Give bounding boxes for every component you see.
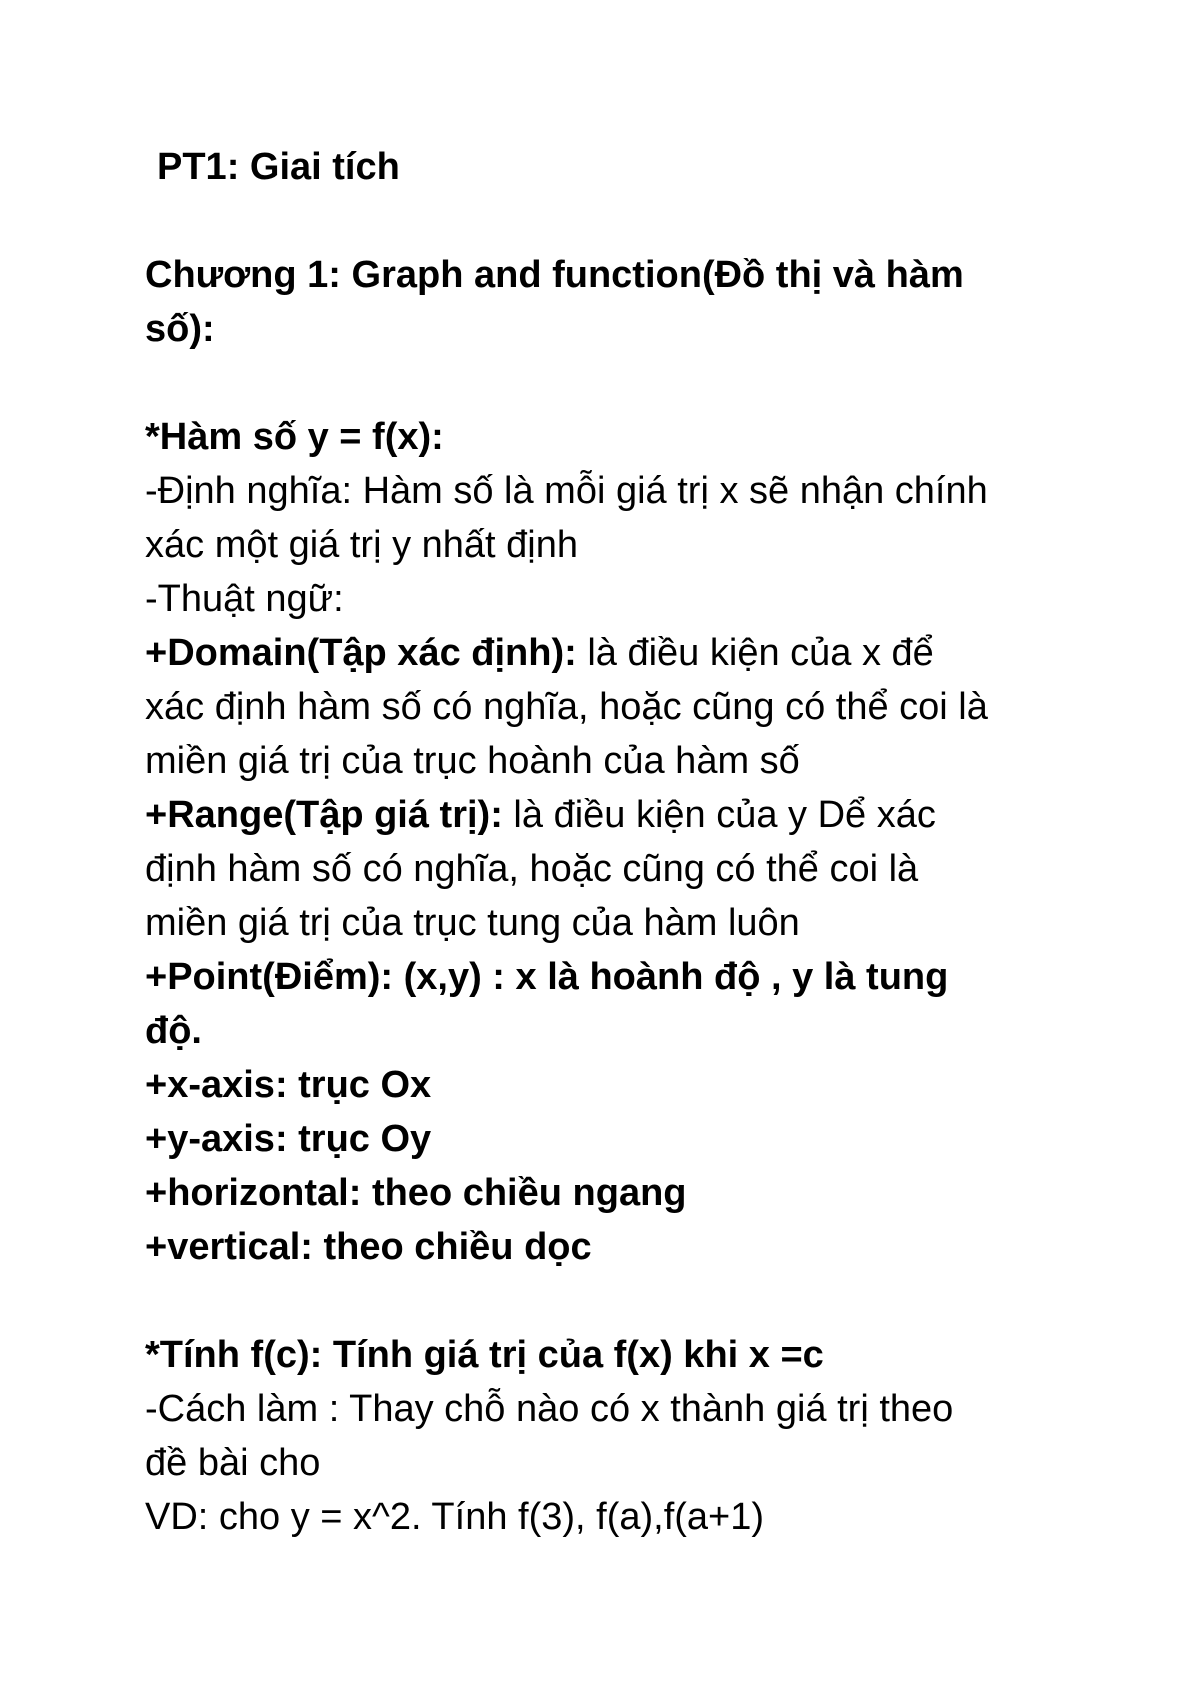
y-axis-term: +y-axis: trục Oy xyxy=(145,1118,432,1160)
definition-line-1: -Định nghĩa: Hàm số là mỗi giá trị x sẽ nhận chính xyxy=(145,470,988,512)
fc-section-heading: *Tính f(c): Tính giá trị của f(x) khi x =c xyxy=(145,1334,824,1376)
domain-line-1 xyxy=(145,626,1075,680)
range-line-3: miền giá trị của trục tung của hàm luôn xyxy=(145,902,800,944)
horizontal-term: +horizontal: theo chiều ngang xyxy=(145,1172,687,1214)
method-line-1: -Cách làm : Thay chỗ nào có x thành giá trị theo xyxy=(145,1388,954,1430)
function-section-heading: *Hàm số y = f(x): xyxy=(145,416,444,458)
domain-term: +Domain(Tập xác định): xyxy=(145,632,577,674)
range-desc: là điều kiện của y Dể xác xyxy=(502,794,936,836)
range-term: +Range(Tập giá trị): xyxy=(145,794,503,836)
spacer xyxy=(145,356,1075,410)
document-title: PT1: Giai tích xyxy=(157,146,400,188)
chapter-heading-line-1: Chương 1: Graph and function(Đồ thị và hàm xyxy=(145,254,964,296)
range-line-2: định hàm số có nghĩa, hoặc cũng có thể coi là xyxy=(145,848,919,890)
domain-line-2: xác định hàm số có nghĩa, hoặc cũng có thể coi là xyxy=(145,686,988,728)
definition-line-2: xác một giá trị y nhất định xyxy=(145,524,578,566)
example-line: VD: cho y = x^2. Tính f(3), f(a),f(a+1) xyxy=(145,1496,765,1538)
spacer xyxy=(145,194,1075,248)
point-line-1: +Point(Điểm): (x,y) : x là hoành độ , y là tung xyxy=(145,956,949,998)
x-axis-term: +x-axis: trục Ox xyxy=(145,1064,432,1106)
document-page xyxy=(145,140,1075,1544)
domain-line-3: miền giá trị của trục hoành của hàm số xyxy=(145,740,800,782)
vertical-term: +vertical: theo chiều dọc xyxy=(145,1226,592,1268)
chapter-heading-line-2: số): xyxy=(145,308,215,350)
domain-desc: là điều kiện của x để xyxy=(576,632,934,674)
terms-label: -Thuật ngữ: xyxy=(145,578,344,620)
method-line-2: đề bài cho xyxy=(145,1442,321,1484)
spacer xyxy=(145,1274,1075,1328)
point-line-2: độ. xyxy=(145,1010,202,1052)
range-line-1 xyxy=(145,788,1075,842)
